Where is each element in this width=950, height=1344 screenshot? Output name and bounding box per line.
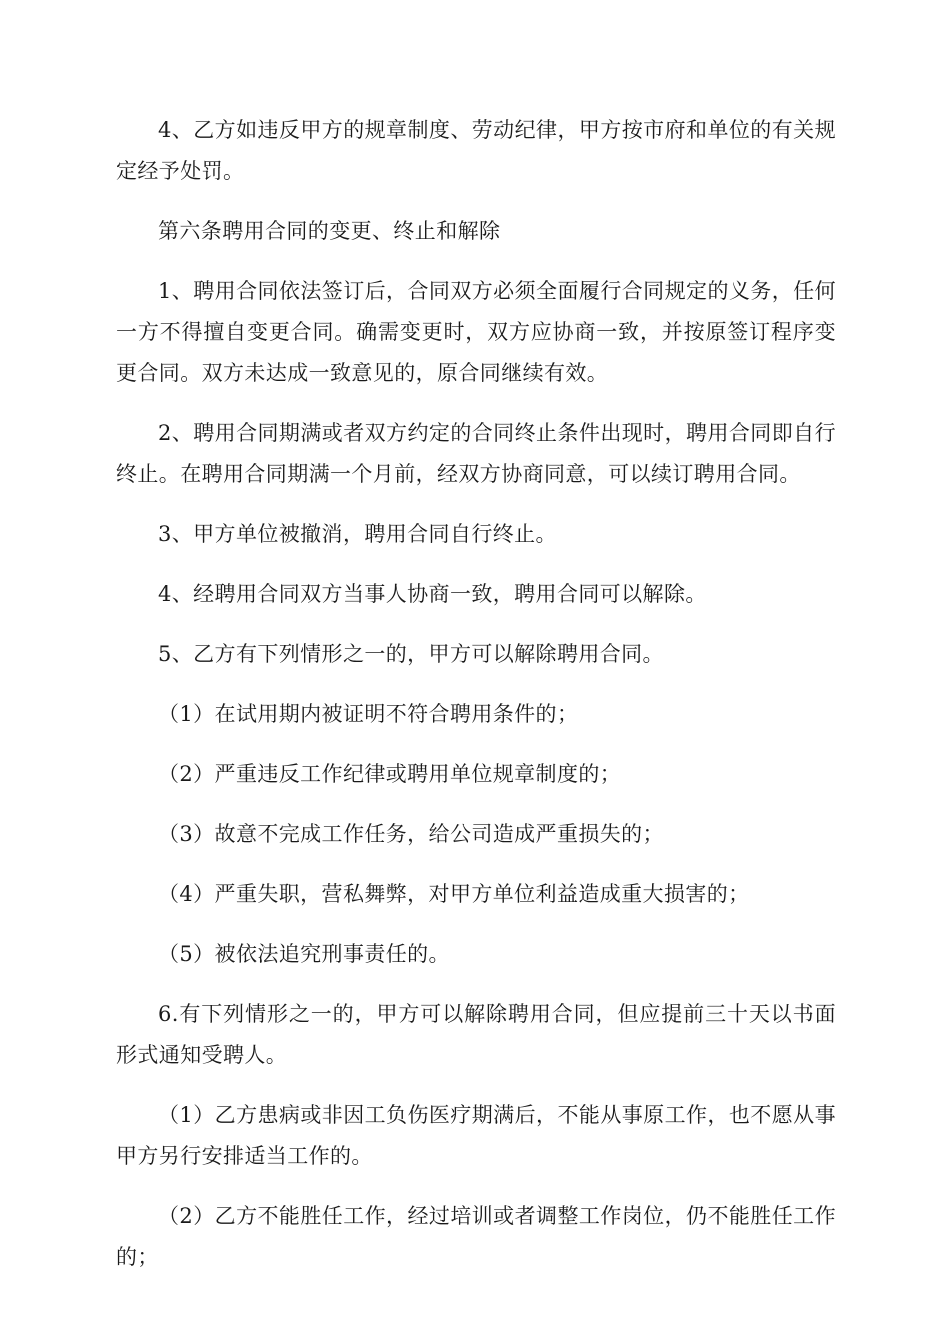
paragraph-article-6-item-5: 5、乙方有下列情形之一的，甲方可以解除聘用合同。 <box>158 642 664 666</box>
paragraph-article-6-item-1: 1、聘用合同依法签订后，合同双方必须全面履行合同规定的义务，任何一方不得擅自变更合同。确需变更时，双方应协商一致，并按原签订程序变更合同。双方未达成一致意见的，原合同继续有效。 <box>116 279 836 385</box>
paragraph-clause-4-discipline: 4、乙方如违反甲方的规章制度、劳动纪律，甲方按市府和单位的有关规定经予处罚。 <box>116 118 836 183</box>
list-item-5-2: （2）严重违反工作纪律或聘用单位规章制度的； <box>158 762 622 786</box>
paragraph-article-6-item-2: 2、聘用合同期满或者双方约定的合同终止条件出现时，聘用合同即自行终止。在聘用合同期满一个月前，经双方协商同意，可以续订聘用合同。 <box>116 421 836 486</box>
list-item-5-5: （5）被依法追究刑事责任的。 <box>158 942 450 966</box>
list-item-5-1: （1）在试用期内被证明不符合聘用条件的； <box>158 702 579 726</box>
list-item-5-3: （3）故意不完成工作任务，给公司造成严重损失的； <box>158 822 664 846</box>
paragraph-article-6-item-4: 4、经聘用合同双方当事人协商一致，聘用合同可以解除。 <box>158 582 707 606</box>
paragraph-article-6-item-3: 3、甲方单位被撤消，聘用合同自行终止。 <box>158 522 557 546</box>
list-item-5-4: （4）严重失职，营私舞弊，对甲方单位利益造成重大损害的； <box>158 882 750 906</box>
paragraph-article-6-item-6: 6.有下列情形之一的，甲方可以解除聘用合同，但应提前三十天以书面形式通知受聘人。 <box>116 1002 836 1067</box>
section-heading-article-6: 第六条聘用合同的变更、终止和解除 <box>158 219 501 243</box>
document-body <box>116 110 836 1297</box>
list-item-6-1: （1）乙方患病或非因工负伤医疗期满后，不能从事原工作，也不愿从事甲方另行安排适当工作的。 <box>116 1103 836 1168</box>
list-item-6-2: （2）乙方不能胜任工作，经过培训或者调整工作岗位，仍不能胜任工作的； <box>116 1204 836 1269</box>
